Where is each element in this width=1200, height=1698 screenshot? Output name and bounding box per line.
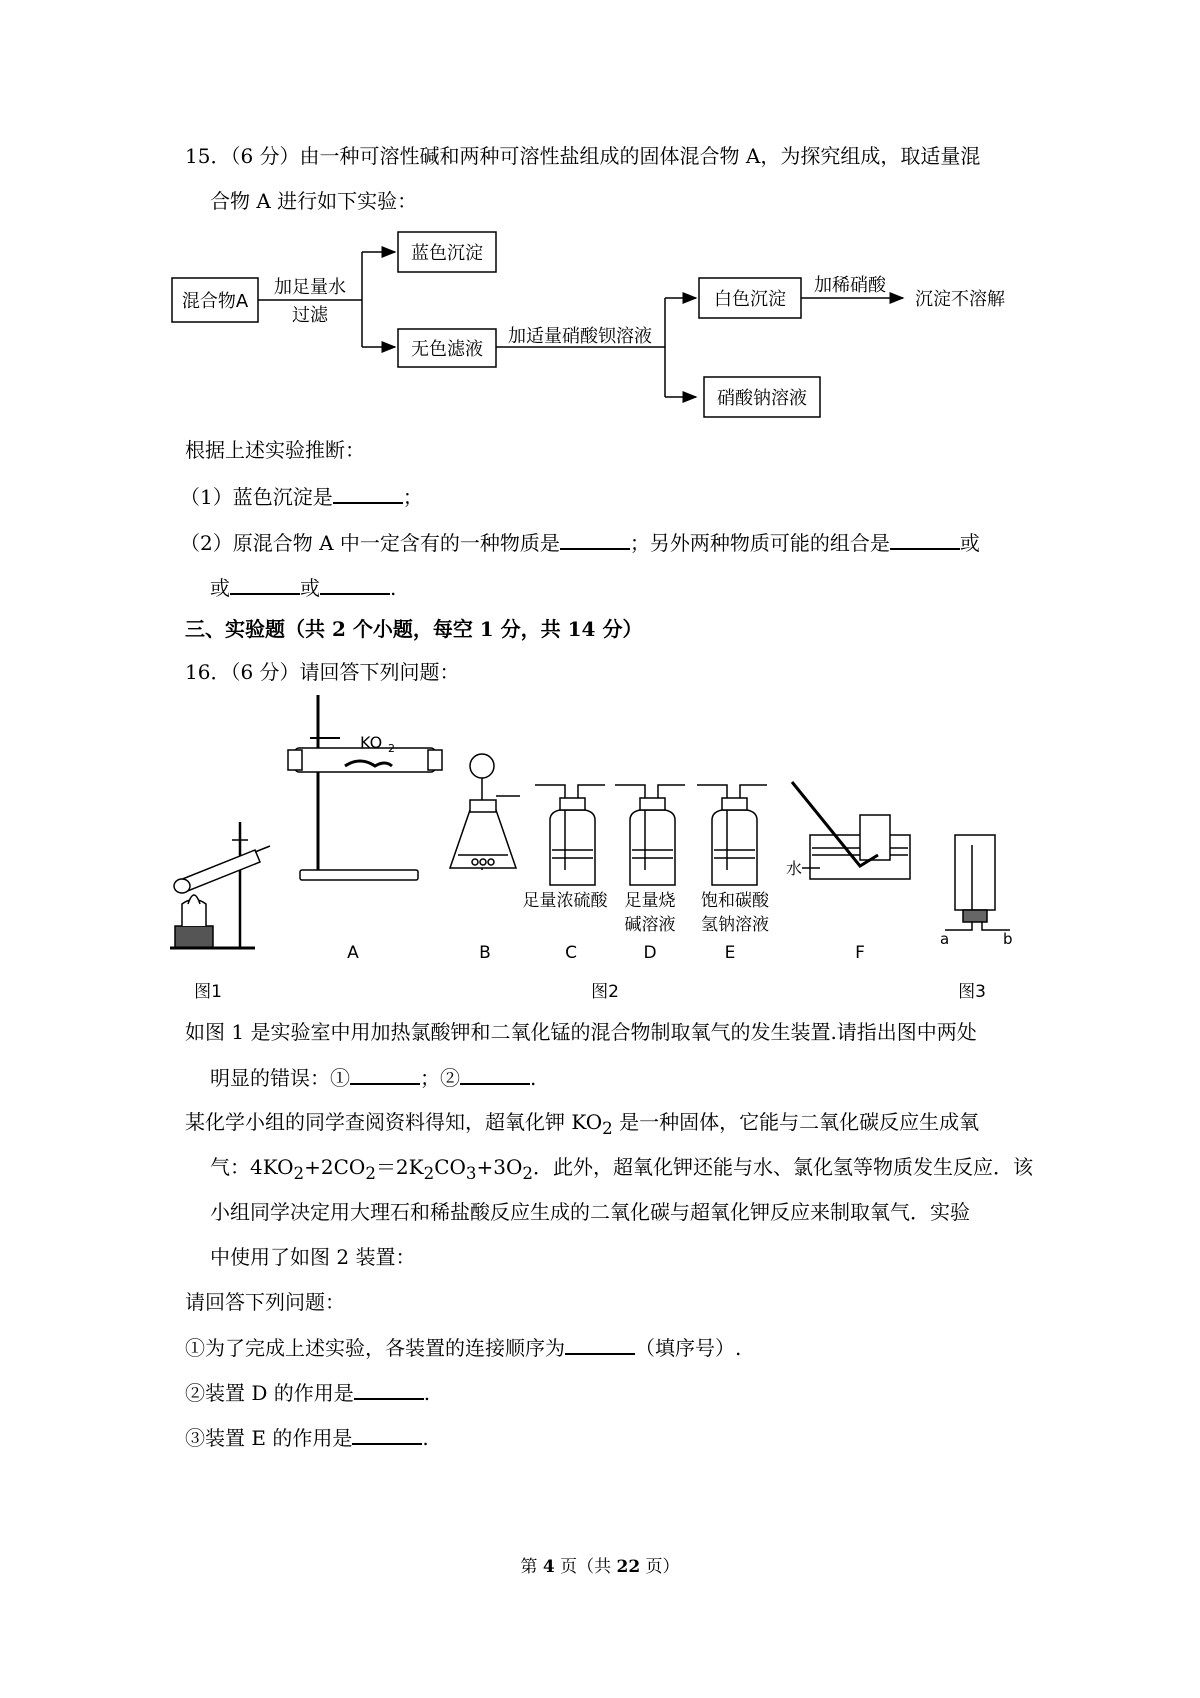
label-D-text2: 碱溶液	[624, 915, 676, 935]
apparatus-F	[786, 782, 910, 879]
label-b: b	[1003, 930, 1013, 948]
s1-tail: （填序号）.	[635, 1336, 742, 1360]
step2-label: 加适量硝酸钡溶液	[508, 326, 652, 347]
answer-blank[interactable]	[354, 1378, 424, 1400]
answer-blank[interactable]	[350, 1063, 420, 1085]
total-pages: 22	[616, 1557, 641, 1577]
p1-text-c: .	[530, 1066, 537, 1090]
q2-text-f: .	[390, 576, 397, 600]
subscript: 2	[365, 1164, 376, 1183]
q16-s1	[185, 1333, 741, 1362]
answer-blank[interactable]	[565, 1333, 635, 1355]
mix-label: 混合物A	[181, 291, 249, 312]
q16-p2-line2	[210, 1153, 1033, 1188]
q15-line1: 15．（6 分）由一种可溶性碱和两种可溶性盐组成的固体混合物 A，为探究组成，取适量混	[185, 144, 981, 168]
s2-text: ②装置 D 的作用是	[185, 1381, 354, 1405]
p1-text-b: ；②	[420, 1066, 460, 1090]
subscript: 2	[293, 1164, 305, 1183]
eq-part: +3O	[476, 1155, 523, 1179]
fig2-caption: 图2	[591, 982, 619, 1002]
subscript: 2	[423, 1164, 435, 1183]
q16-p2-line4: 中使用了如图 2 装置：	[210, 1245, 416, 1269]
label-D: D	[643, 943, 657, 963]
q16-p1-line2	[210, 1063, 536, 1092]
label-D-text1: 足量烧	[624, 891, 676, 911]
q1-text: （1）蓝色沉淀是	[180, 485, 333, 509]
q15-infer: 根据上述实验推断：	[185, 438, 365, 462]
s1-text: ①为了完成上述实验，各装置的连接顺序为	[185, 1336, 565, 1360]
apparatus-E	[697, 785, 767, 885]
footer-text: 页）	[640, 1557, 680, 1577]
p2-text: 某化学小组的同学查阅资料得知，超氧化钾 KO	[185, 1110, 603, 1134]
apparatus-B	[450, 754, 520, 870]
eq-part: ．此外，超氧化钾还能与水、氯化氢等物质发生反应．该	[533, 1155, 1034, 1179]
fig1-heating-apparatus	[170, 822, 270, 948]
step3-label: 加稀硝酸	[814, 275, 886, 296]
filtrate-label: 无色滤液	[411, 339, 483, 360]
subscript: 2	[522, 1164, 534, 1183]
q16-p2-line1	[185, 1108, 979, 1143]
s3-tail: .	[422, 1426, 429, 1450]
q2-text: （2）原混合物 A 中一定含有的一种物质是	[180, 531, 560, 555]
step1-bottom: 过滤	[292, 305, 328, 326]
q15-sub2	[180, 528, 980, 557]
eq-part: ＝2K	[375, 1155, 424, 1179]
label-a: a	[940, 930, 950, 948]
label-C-text: 足量浓硫酸	[522, 891, 608, 911]
page-number: 4	[542, 1557, 555, 1577]
footer-text: 页（共	[554, 1557, 617, 1577]
q15-sub1	[180, 482, 423, 511]
answer-blank[interactable]	[890, 528, 960, 550]
apparatus-C	[535, 785, 605, 885]
ko2-label: KO	[360, 733, 383, 752]
answer-blank[interactable]	[560, 528, 630, 550]
fig1-caption: 图1	[194, 982, 222, 1002]
ko2-sub: 2	[388, 742, 395, 755]
q15-line2: 合物 A 进行如下实验：	[210, 189, 418, 213]
apparatus-D	[615, 785, 685, 885]
q15-sub2-cont	[210, 573, 396, 602]
answer-blank[interactable]	[320, 573, 390, 595]
fig3-caption: 图3	[958, 982, 986, 1002]
q2-text-c: 或	[959, 531, 980, 555]
s2-tail: .	[423, 1381, 431, 1405]
q15-flowchart	[170, 225, 1030, 430]
label-E: E	[724, 943, 736, 963]
q2-text-b: ；另外两种物质可能的组合是	[629, 531, 890, 555]
q1-tail: ；	[402, 485, 423, 509]
step1-top: 加足量水	[274, 277, 346, 298]
eq-part: +2CO	[304, 1155, 366, 1179]
answer-blank[interactable]	[230, 573, 300, 595]
q16-s3	[185, 1423, 429, 1452]
nano3-label: 硝酸钠溶液	[717, 388, 807, 409]
s3-text: ③装置 E 的作用是	[185, 1426, 353, 1450]
label-C: C	[565, 943, 577, 963]
q16-ask: 请回答下列问题：	[185, 1290, 345, 1314]
water-label: 水	[786, 859, 803, 878]
p1-text-a: 明显的错误：①	[210, 1066, 350, 1090]
label-F: F	[855, 943, 865, 963]
q16-apparatus-figure	[160, 690, 1040, 1020]
q16-s2	[185, 1378, 430, 1407]
label-E-text1: 饱和碳酸	[701, 891, 769, 911]
footer-text: 第	[520, 1557, 543, 1577]
p2-text: 是一种固体，它能与二氧化碳反应生成氧	[612, 1110, 980, 1134]
eq-part: CO	[434, 1155, 466, 1179]
white-label: 白色沉淀	[714, 289, 786, 310]
fig3-bottle	[940, 835, 1013, 948]
label-A: A	[347, 943, 359, 963]
q2-text-e: 或	[300, 576, 320, 600]
answer-blank[interactable]	[460, 1063, 530, 1085]
q16-p2-line3: 小组同学决定用大理石和稀盐酸反应生成的二氧化碳与超氧化钾反应来制取氧气．实验	[210, 1200, 970, 1224]
q16-title: 16．（6 分）请回答下列问题：	[185, 660, 460, 684]
page-footer	[0, 1552, 1200, 1577]
answer-blank[interactable]	[333, 482, 403, 504]
subscript: 2	[602, 1119, 613, 1138]
section3-heading: 三、实验题（共 2 个小题，每空 1 分，共 14 分）	[185, 617, 643, 641]
q16-p1-line1: 如图 1 是实验室中用加热氯酸钾和二氧化锰的混合物制取氧气的发生装置.请指出图中两处	[185, 1020, 977, 1044]
q2-text-d: 或	[210, 576, 230, 600]
subscript: 3	[465, 1164, 477, 1183]
apparatus-A	[288, 695, 442, 880]
answer-blank[interactable]	[352, 1423, 422, 1445]
insoluble-label: 沉淀不溶解	[915, 289, 1005, 310]
eq-part: 气：4KO	[210, 1155, 294, 1179]
label-B: B	[479, 943, 491, 963]
label-E-text2: 氢钠溶液	[701, 915, 769, 935]
blue-label: 蓝色沉淀	[411, 243, 483, 264]
